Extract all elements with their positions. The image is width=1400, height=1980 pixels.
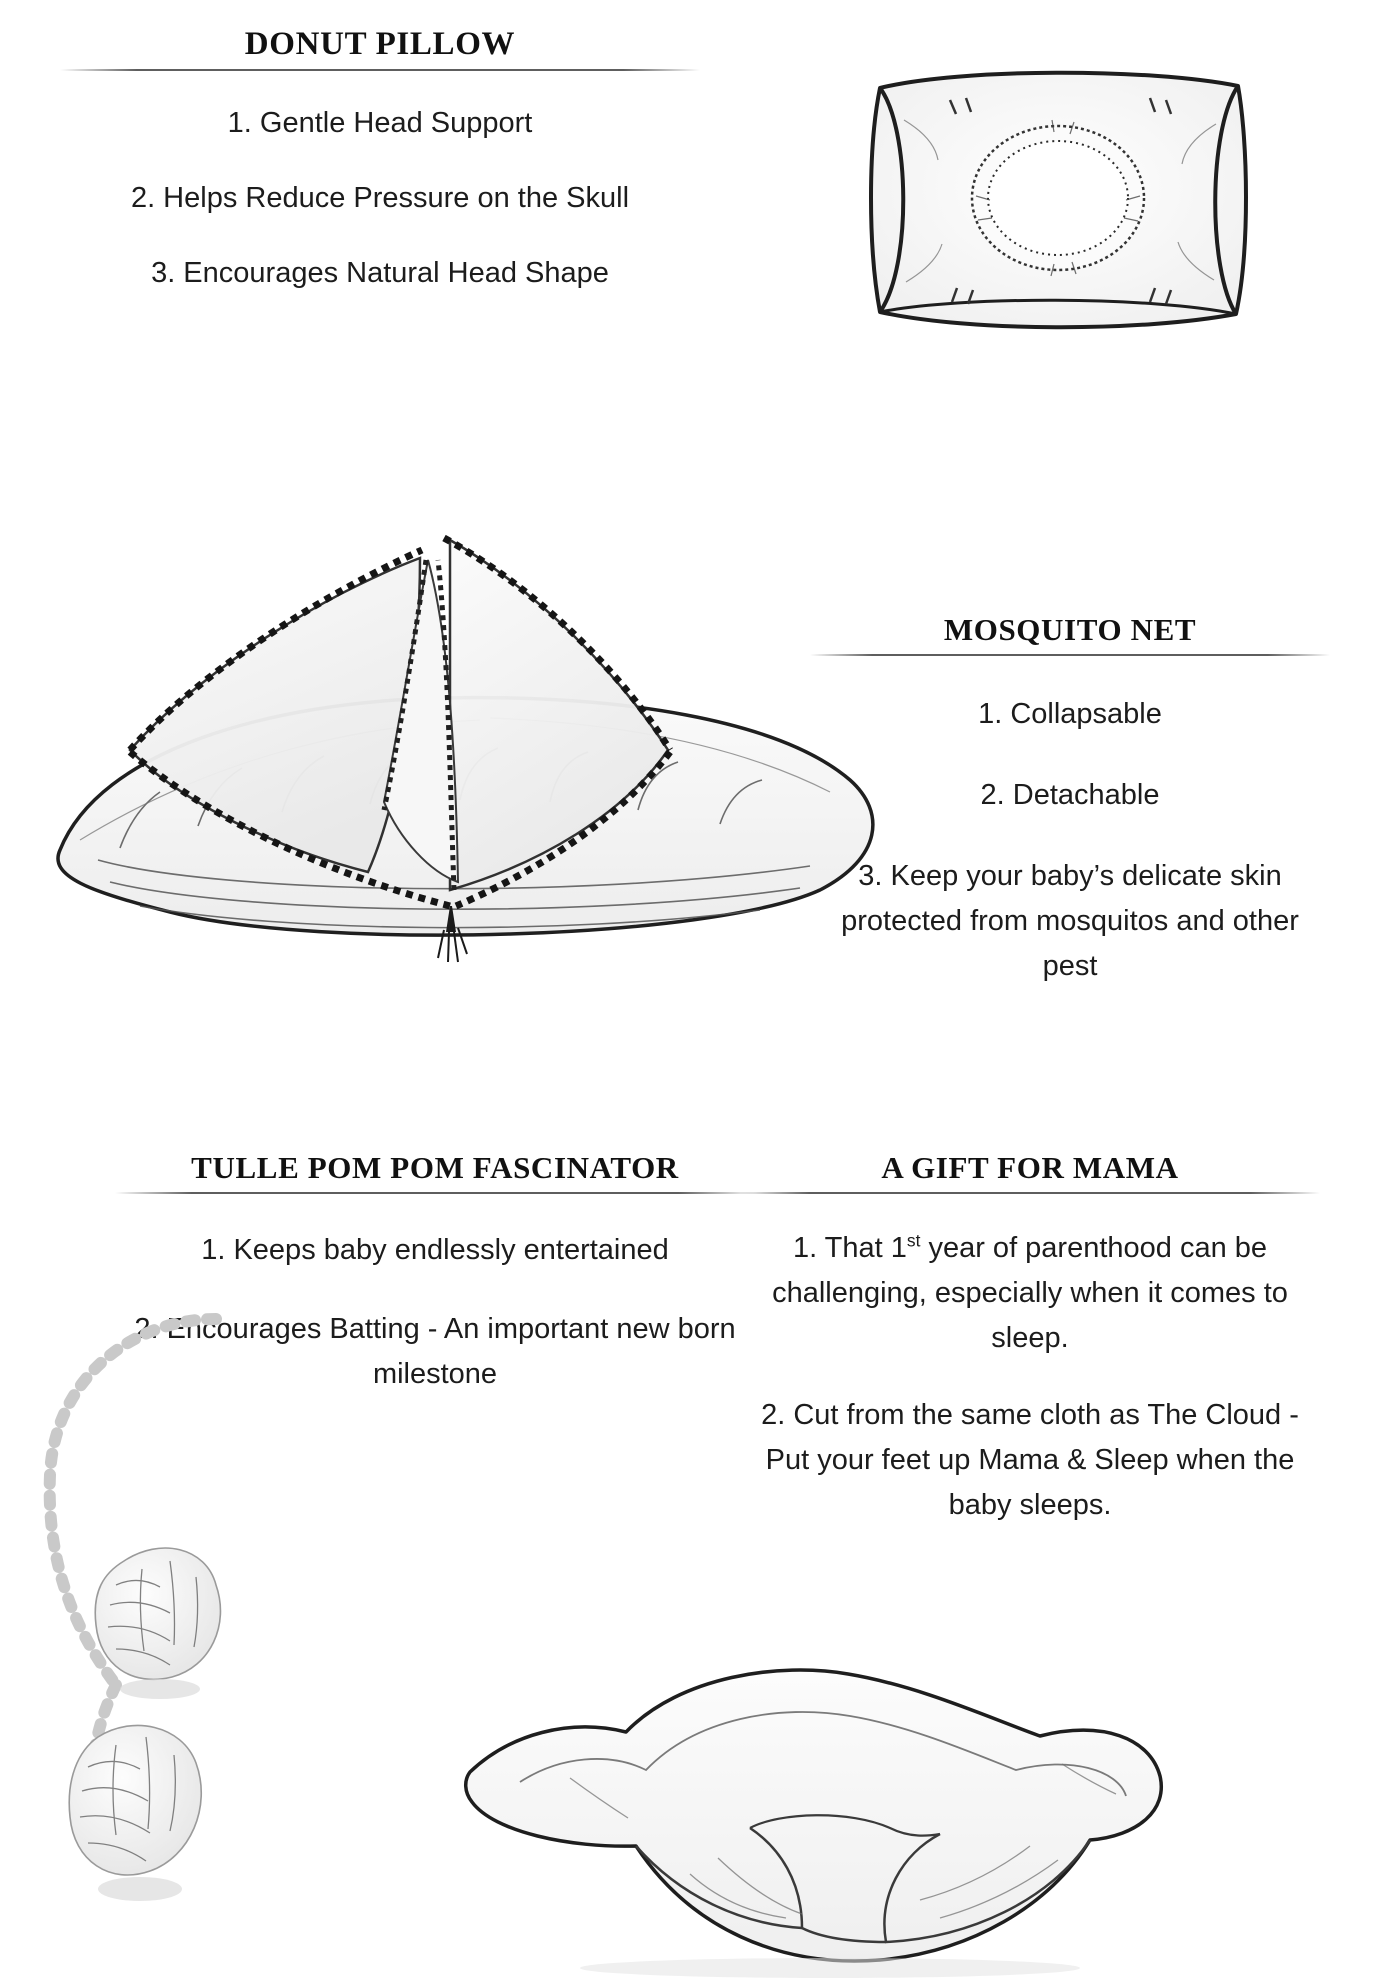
mosquito-net-divider <box>810 654 1330 656</box>
mosquito-net-title: MOSQUITO NET <box>943 612 1197 647</box>
sleep-mask-illustration <box>450 1660 1170 1980</box>
gift-for-mama-title: A GIFT FOR MAMA <box>881 1150 1179 1185</box>
donut-pillow-feature-3: 3. Encourages Natural Head Shape <box>151 256 609 289</box>
tulle-pom-pom-illustration <box>20 1285 320 1925</box>
mosquito-net-feature-3: 3. Keep your baby’s delicate skin protected from mosquitos and other pest <box>841 859 1299 982</box>
tulle-pom-pom-title: TULLE POM POM FASCINATOR <box>191 1150 679 1185</box>
mosquito-net-feature-1: 1. Collapsable <box>978 698 1162 730</box>
mosquito-net-section <box>810 612 1330 989</box>
donut-pillow-section <box>60 26 700 296</box>
gift-for-mama-feature-2: 2. Cut from the same cloth as The Cloud - Put your feet up Mama & Sleep when the baby sleeps. <box>761 1398 1299 1521</box>
tulle-pom-pom-feature-2: 2. Encourages Batting - An important new born milestone <box>134 1312 736 1390</box>
mosquito-net-feature-2: 2. Detachable <box>980 778 1160 811</box>
donut-pillow-illustration <box>840 50 1280 350</box>
gift-for-mama-feature-1: 1. That 1st year of parenthood can be challenging, especially when it comes to sleep. <box>772 1230 1288 1354</box>
donut-pillow-title: DONUT PILLOW <box>244 26 516 62</box>
donut-pillow-divider <box>60 69 700 71</box>
gift-for-mama-divider <box>740 1192 1320 1194</box>
tulle-pom-pom-feature-1: 1. Keeps baby endlessly entertained <box>201 1234 669 1266</box>
gift-for-mama-section <box>740 1150 1320 1528</box>
tulle-pom-pom-divider <box>115 1192 755 1194</box>
donut-pillow-feature-1: 1. Gentle Head Support <box>227 107 533 139</box>
donut-pillow-feature-2: 2. Helps Reduce Pressure on the Skull <box>130 181 630 214</box>
mosquito-net-illustration <box>20 420 920 1020</box>
